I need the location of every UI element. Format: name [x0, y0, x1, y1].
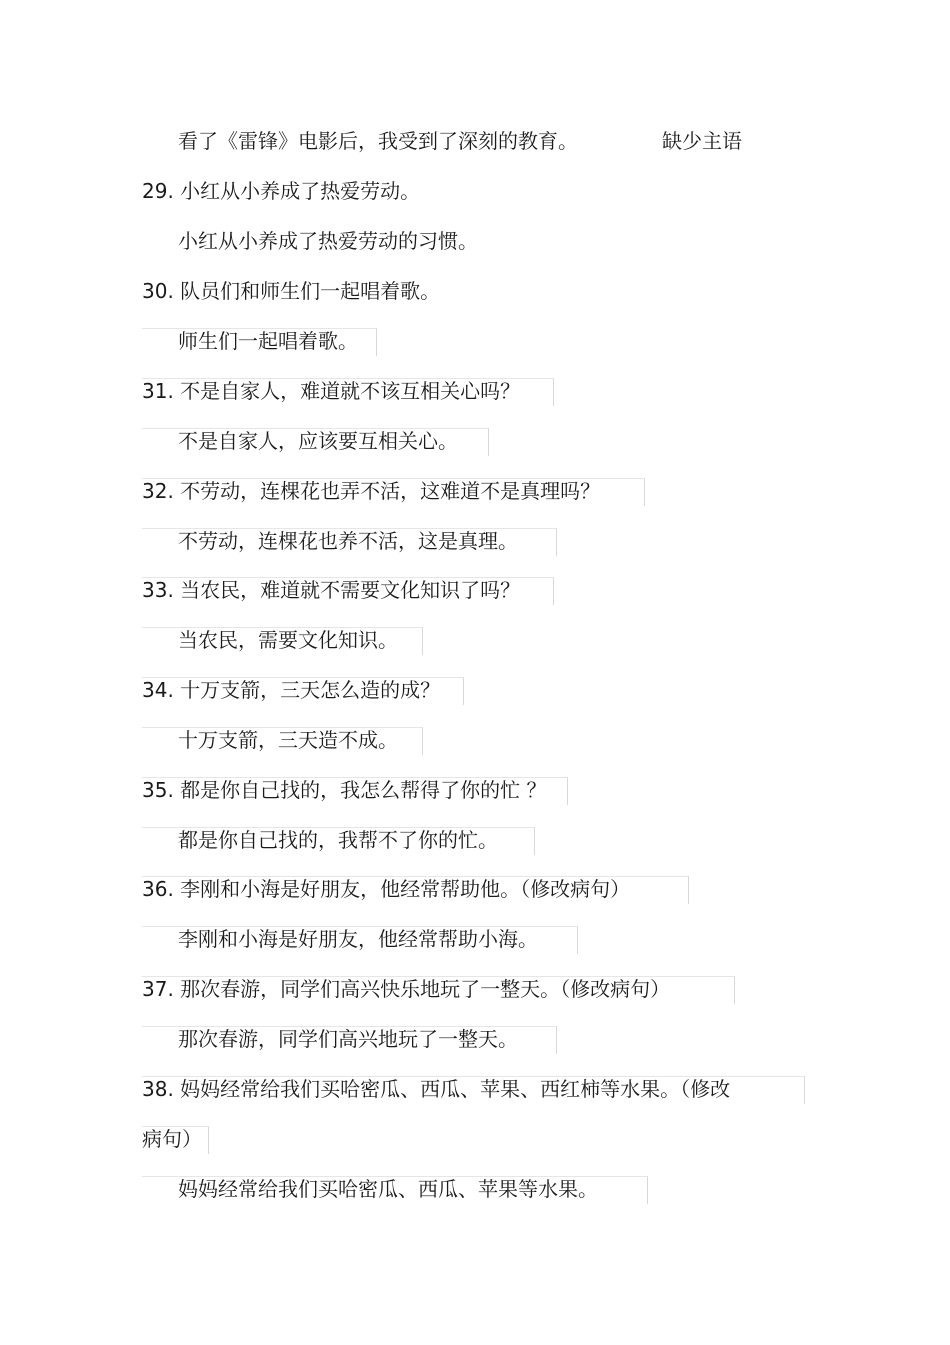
answer-line: 妈妈经常给我们买哈密瓜、西瓜、苹果等水果。	[178, 1177, 598, 1201]
answer-line: 看了《雷锋》电影后，我受到了深刻的教育。	[178, 129, 578, 153]
answer-line: 十万支箭，三天造不成。	[178, 728, 398, 752]
answer-line: 小红从小养成了热爱劳动的习惯。	[178, 229, 478, 253]
question-line: 29. 小红从小养成了热爱劳动。	[142, 179, 421, 203]
question-line: 33. 当农民，难道就不需要文化知识了吗？	[142, 578, 521, 602]
question-line: 31. 不是自家人，难道就不该互相关心吗？	[142, 379, 521, 403]
question-line: 37. 那次春游，同学们高兴快乐地玩了一整天。（修改病句）	[142, 977, 671, 1001]
answer-line: 那次春游，同学们高兴地玩了一整天。	[178, 1027, 518, 1051]
question-line: 32. 不劳动，连棵花也弄不活，这难道不是真理吗？	[142, 479, 601, 503]
answer-line: 不劳动，连棵花也养不活，这是真理。	[178, 529, 518, 553]
answer-line: 李刚和小海是好朋友，他经常帮助小海。	[178, 927, 538, 951]
answer-line: 都是你自己找的，我帮不了你的忙。	[178, 828, 498, 852]
question-line: 35. 都是你自己找的，我怎么帮得了你的忙 ？	[142, 778, 547, 802]
question-line: 36. 李刚和小海是好朋友，他经常帮助他。（修改病句）	[142, 877, 631, 901]
question-line-continued: 病句）	[142, 1127, 202, 1151]
question-line: 34. 十万支箭，三天怎么造的成？	[142, 678, 441, 702]
question-line: 38. 妈妈经常给我们买哈密瓜、西瓜、苹果、西红柿等水果。（修改	[142, 1077, 731, 1101]
answer-line: 当农民，需要文化知识。	[178, 628, 398, 652]
answer-line: 不是自家人，应该要互相关心。	[178, 429, 458, 453]
error-note: 缺少主语	[662, 129, 742, 153]
question-line: 30. 队员们和师生们一起唱着歌。	[142, 279, 441, 303]
answer-line: 师生们一起唱着歌。	[178, 329, 358, 353]
